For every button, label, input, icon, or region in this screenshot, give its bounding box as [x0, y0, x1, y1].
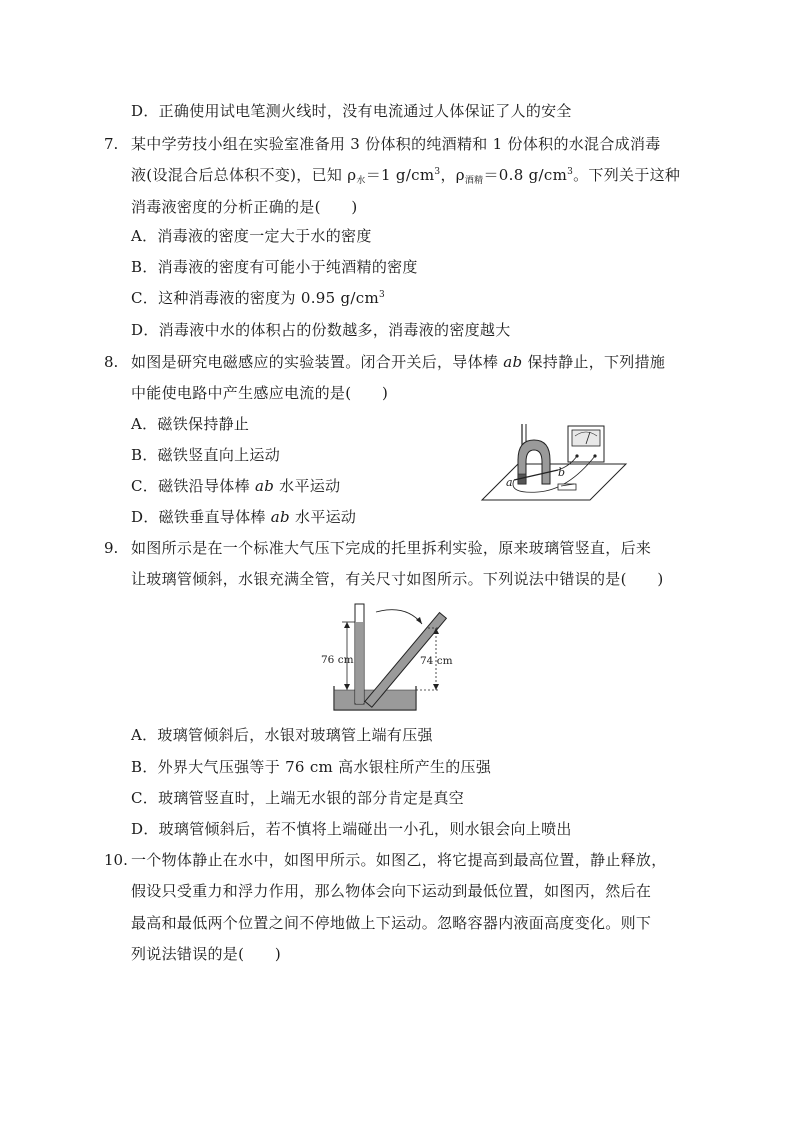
q9-number: 9. [104, 539, 119, 557]
cube-exponent: 3 [434, 167, 441, 177]
q7-option-b: B．消毒液的密度有可能小于纯酒精的密度 [131, 258, 418, 276]
q7-option-a: A．消毒液的密度一定大于水的密度 [131, 227, 372, 245]
q6-option-d: D．正确使用试电笔测火线时，没有电流通过人体保证了人的安全 [131, 102, 572, 120]
q8-stem-line1: 如图是研究电磁感应的实验装置。闭合开关后，导体棒 ab 保持静止，下列措施 [131, 353, 666, 371]
q9-option-b: B．外界大气压强等于 76 cm 高水银柱所产生的压强 [131, 758, 492, 776]
q10-stem-line4: 列说法错误的是( ) [131, 945, 282, 963]
q9-option-c: C．玻璃管竖直时，上端无水银的部分肯定是真空 [131, 789, 465, 807]
q9-stem-line1: 如图所示是在一个标准大气压下完成的托里拆利实验，原来玻璃管竖直，后来 [131, 539, 652, 557]
q8-option-a: A．磁铁保持静止 [131, 415, 250, 433]
q7-option-c: C．这种消毒液的密度为 0.95 $g/cm^3$ [131, 289, 386, 307]
label-76cm: 76 cm [321, 654, 354, 666]
q9-stem-line2: 让玻璃管倾斜，水银充满全管，有关尺寸如图所示。下列说法中错误的是( ) [131, 570, 664, 588]
torricelli-figure [320, 600, 470, 712]
q8-option-b: B．磁铁竖直向上运动 [131, 446, 281, 464]
q8-number: 8. [104, 353, 119, 371]
label-b: b [558, 466, 566, 479]
q7-option-d: D．消毒液中水的体积占的份数越多，消毒液的密度越大 [131, 321, 511, 339]
label-a: a [506, 476, 513, 489]
q10-stem-line2: 假设只受重力和浮力作用，那么物体会向下运动到最低位置，如图丙，然后在 [131, 882, 652, 900]
q10-stem-line1: 一个物体静止在水中，如图甲所示。如图乙，将它提高到最高位置，静止释放， [131, 851, 667, 869]
q8-stem-line2: 中能使电路中产生感应电流的是( ) [131, 384, 389, 402]
q7-number: 7. [104, 135, 119, 153]
q7-stem-line3: 消毒液密度的分析正确的是( ) [131, 198, 358, 216]
rho-water-subscript: 水 [356, 176, 366, 186]
q9-option-d: D．玻璃管倾斜后，若不慎将上端碰出一小孔，则水银会向上喷出 [131, 820, 572, 838]
q10-stem-line3: 最高和最低两个位置之间不停地做上下运动。忽略容器内液面高度变化。则下 [131, 914, 652, 932]
rho-alcohol-subscript: 酒精 [464, 176, 484, 186]
q8-option-c: C．磁铁沿导体棒 ab 水平运动 [131, 477, 341, 495]
q8-option-d: D．磁铁垂直导体棒 ab 水平运动 [131, 508, 357, 526]
q7-stem-line1: 某中学劳技小组在实验室准备用 3 份体积的纯酒精和 1 份体积的水混合成消毒 [131, 135, 661, 153]
electromagnetic-induction-figure [478, 420, 628, 502]
label-74cm: 74 cm [420, 655, 453, 667]
q10-number: 10. [104, 851, 128, 869]
q7-stem-line2: 液(设混合后总体积不变)，已知 $\rho_水=1$ $g/cm^3$，$\rho_{酒精}=0.8$ $g/cm^3$。下列关于这种 [131, 166, 681, 186]
q9-option-a: A．玻璃管倾斜后，水银对玻璃管上端有压强 [131, 726, 433, 744]
